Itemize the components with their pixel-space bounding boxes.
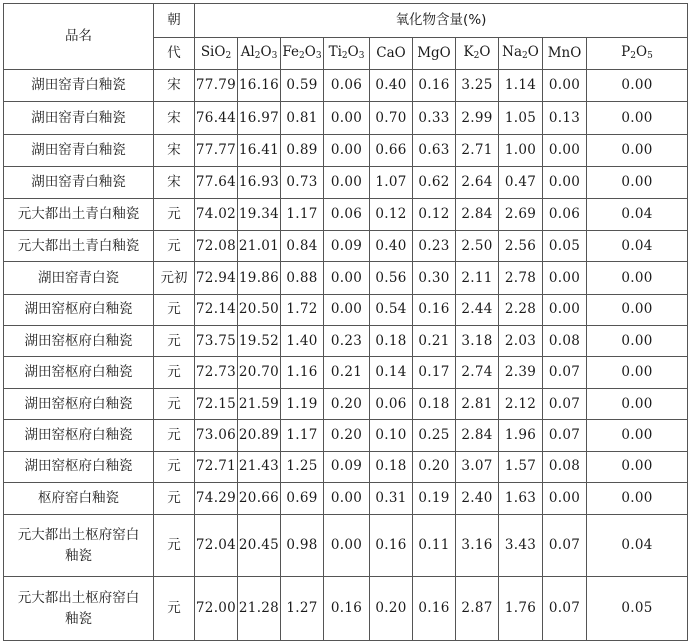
ti2o3-value-cell: 0.06: [324, 70, 370, 102]
sio2-value-cell: 72.15: [195, 388, 238, 419]
dynasty-cell: 元: [154, 420, 195, 451]
mgo-value-cell: 0.18: [413, 388, 456, 419]
cao-value-cell: 0.18: [370, 451, 413, 482]
header-name: 品名: [4, 4, 154, 70]
dynasty-cell: 元: [154, 326, 195, 357]
oxide-composition-table: [3, 3, 688, 641]
mno-value-cell: 0.07: [543, 420, 587, 451]
header-al2o3: $Al_2O_3$: [238, 38, 281, 70]
al2o3-value-cell: 20.45: [238, 515, 281, 577]
ti2o3-value-cell: 0.00: [324, 102, 370, 134]
product-name-cell: 湖田窑枢府白釉瓷: [4, 326, 154, 357]
table-row: [4, 167, 688, 198]
dynasty-cell: 元初: [154, 262, 195, 294]
al2o3-value-cell: 20.70: [238, 357, 281, 388]
mgo-value-cell: 0.30: [413, 262, 456, 294]
sio2-value-cell: 72.04: [195, 515, 238, 577]
cao-value-cell: 0.40: [370, 70, 413, 102]
header-mno: MnO: [543, 38, 587, 70]
product-name-cell: 元大都出土青白釉瓷: [4, 198, 154, 230]
header-na2o: $Na_2O$: [499, 38, 543, 70]
product-name-cell: 湖田窑枢府白釉瓷: [4, 451, 154, 482]
mgo-value-cell: 0.16: [413, 577, 456, 641]
mno-value-cell: 0.13: [543, 102, 587, 134]
na2o-value-cell: 3.43: [499, 515, 543, 577]
cao-value-cell: 0.40: [370, 230, 413, 261]
mno-value-cell: 0.06: [543, 198, 587, 230]
na2o-value-cell: 2.03: [499, 326, 543, 357]
k2o-value-cell: 2.84: [456, 420, 499, 451]
product-name-cell: 湖田窑枢府白釉瓷: [4, 294, 154, 325]
p2o5-value-cell: 0.04: [587, 230, 688, 261]
cao-value-cell: 0.20: [370, 577, 413, 641]
cao-value-cell: 0.31: [370, 482, 413, 514]
fe2o3-value-cell: 0.69: [281, 482, 324, 514]
dynasty-cell: 宋: [154, 167, 195, 198]
na2o-value-cell: 1.05: [499, 102, 543, 134]
ti2o3-value-cell: 0.21: [324, 357, 370, 388]
header-sio2: SiO$_2$: [195, 38, 238, 70]
mno-value-cell: 0.00: [543, 482, 587, 514]
table-row: [4, 230, 688, 261]
fe2o3-value-cell: 1.17: [281, 420, 324, 451]
ti2o3-value-cell: 0.00: [324, 482, 370, 514]
mno-value-cell: 0.00: [543, 134, 587, 166]
p2o5-value-cell: 0.05: [587, 577, 688, 641]
ti2o3-value-cell: 0.20: [324, 420, 370, 451]
cao-value-cell: 0.18: [370, 326, 413, 357]
fe2o3-value-cell: 1.25: [281, 451, 324, 482]
fe2o3-value-cell: 1.72: [281, 294, 324, 325]
al2o3-value-cell: 16.93: [238, 167, 281, 198]
mgo-value-cell: 0.16: [413, 294, 456, 325]
na2o-value-cell: 2.28: [499, 294, 543, 325]
mno-value-cell: 0.00: [543, 167, 587, 198]
p2o5-value-cell: 0.00: [587, 134, 688, 166]
cao-value-cell: 0.06: [370, 388, 413, 419]
header-p2o5: $P_2O_5$: [587, 38, 688, 70]
al2o3-value-cell: 20.66: [238, 482, 281, 514]
header-oxide-group: 氧化物含量(%): [195, 4, 688, 38]
na2o-value-cell: 2.56: [499, 230, 543, 261]
sio2-value-cell: 73.75: [195, 326, 238, 357]
table-row: [4, 420, 688, 451]
table-row: [4, 134, 688, 166]
dynasty-cell: 宋: [154, 134, 195, 166]
product-name-cell: 湖田窑青白瓷: [4, 262, 154, 294]
table-row: [4, 262, 688, 294]
k2o-value-cell: 3.16: [456, 515, 499, 577]
dynasty-cell: 元: [154, 198, 195, 230]
k2o-value-cell: 3.07: [456, 451, 499, 482]
k2o-value-cell: 2.71: [456, 134, 499, 166]
sio2-value-cell: 72.71: [195, 451, 238, 482]
sio2-value-cell: 77.79: [195, 70, 238, 102]
product-name-cell: 湖田窑枢府白釉瓷: [4, 357, 154, 388]
p2o5-value-cell: 0.00: [587, 482, 688, 514]
ti2o3-value-cell: 0.00: [324, 262, 370, 294]
sio2-value-cell: 72.08: [195, 230, 238, 261]
table-row: [4, 451, 688, 482]
al2o3-value-cell: 16.41: [238, 134, 281, 166]
sio2-value-cell: 73.06: [195, 420, 238, 451]
sio2-value-cell: 72.14: [195, 294, 238, 325]
product-name-cell: 湖田窑枢府白釉瓷: [4, 420, 154, 451]
cao-value-cell: 0.16: [370, 515, 413, 577]
mgo-value-cell: 0.19: [413, 482, 456, 514]
al2o3-value-cell: 20.50: [238, 294, 281, 325]
cao-value-cell: 0.56: [370, 262, 413, 294]
na2o-value-cell: 1.63: [499, 482, 543, 514]
mno-value-cell: 0.05: [543, 230, 587, 261]
header-fe2o3: $Fe_2O_3$: [281, 38, 324, 70]
na2o-value-cell: 1.00: [499, 134, 543, 166]
k2o-value-cell: 2.11: [456, 262, 499, 294]
fe2o3-value-cell: 1.40: [281, 326, 324, 357]
header-dynasty-top: 朝: [154, 4, 195, 38]
fe2o3-value-cell: 1.27: [281, 577, 324, 641]
ti2o3-value-cell: 0.00: [324, 134, 370, 166]
ti2o3-value-cell: 0.09: [324, 230, 370, 261]
k2o-value-cell: 2.50: [456, 230, 499, 261]
p2o5-value-cell: 0.00: [587, 167, 688, 198]
table-row: [4, 198, 688, 230]
mgo-value-cell: 0.16: [413, 70, 456, 102]
na2o-value-cell: 2.78: [499, 262, 543, 294]
p2o5-value-cell: 0.00: [587, 357, 688, 388]
header-mgo: MgO: [413, 38, 456, 70]
ti2o3-value-cell: 0.16: [324, 577, 370, 641]
mno-value-cell: 0.00: [543, 262, 587, 294]
p2o5-value-cell: 0.00: [587, 262, 688, 294]
k2o-value-cell: 2.74: [456, 357, 499, 388]
ti2o3-value-cell: 0.00: [324, 294, 370, 325]
product-name-cell: 湖田窑青白釉瓷: [4, 167, 154, 198]
al2o3-value-cell: 16.97: [238, 102, 281, 134]
cao-value-cell: 0.10: [370, 420, 413, 451]
mgo-value-cell: 0.33: [413, 102, 456, 134]
mgo-value-cell: 0.17: [413, 357, 456, 388]
cao-value-cell: 0.70: [370, 102, 413, 134]
k2o-value-cell: 2.40: [456, 482, 499, 514]
fe2o3-value-cell: 1.16: [281, 357, 324, 388]
na2o-value-cell: 0.47: [499, 167, 543, 198]
product-name-cell: 湖田窑青白釉瓷: [4, 102, 154, 134]
mno-value-cell: 0.07: [543, 357, 587, 388]
dynasty-cell: 元: [154, 388, 195, 419]
na2o-value-cell: 2.39: [499, 357, 543, 388]
dynasty-cell: 元: [154, 357, 195, 388]
table-row: [4, 70, 688, 102]
header-k2o: $K_2O$: [456, 38, 499, 70]
ti2o3-value-cell: 0.23: [324, 326, 370, 357]
mgo-value-cell: 0.11: [413, 515, 456, 577]
p2o5-value-cell: 0.00: [587, 420, 688, 451]
dynasty-cell: 宋: [154, 70, 195, 102]
sio2-value-cell: 74.29: [195, 482, 238, 514]
table-row: [4, 515, 688, 577]
p2o5-value-cell: 0.00: [587, 388, 688, 419]
product-name-cell: 湖田窑枢府白釉瓷: [4, 388, 154, 419]
mgo-value-cell: 0.21: [413, 326, 456, 357]
k2o-value-cell: 2.64: [456, 167, 499, 198]
mno-value-cell: 0.08: [543, 326, 587, 357]
product-name-cell: 元大都出土枢府窑白釉瓷: [4, 577, 154, 641]
table-row: [4, 357, 688, 388]
fe2o3-value-cell: 0.89: [281, 134, 324, 166]
table-row: [4, 482, 688, 514]
fe2o3-value-cell: 0.84: [281, 230, 324, 261]
dynasty-cell: 元: [154, 230, 195, 261]
ti2o3-value-cell: 0.09: [324, 451, 370, 482]
table-row: [4, 326, 688, 357]
ti2o3-value-cell: 0.00: [324, 515, 370, 577]
p2o5-value-cell: 0.00: [587, 102, 688, 134]
al2o3-value-cell: 20.89: [238, 420, 281, 451]
p2o5-value-cell: 0.00: [587, 70, 688, 102]
table-row: [4, 294, 688, 325]
al2o3-value-cell: 19.34: [238, 198, 281, 230]
fe2o3-value-cell: 0.81: [281, 102, 324, 134]
al2o3-value-cell: 21.28: [238, 577, 281, 641]
dynasty-cell: 宋: [154, 102, 195, 134]
dynasty-cell: 元: [154, 451, 195, 482]
fe2o3-value-cell: 0.98: [281, 515, 324, 577]
ti2o3-value-cell: 0.00: [324, 167, 370, 198]
al2o3-value-cell: 16.16: [238, 70, 281, 102]
al2o3-value-cell: 21.43: [238, 451, 281, 482]
fe2o3-value-cell: 1.19: [281, 388, 324, 419]
header-dynasty-bottom: 代: [154, 38, 195, 70]
fe2o3-value-cell: 0.59: [281, 70, 324, 102]
mno-value-cell: 0.07: [543, 515, 587, 577]
fe2o3-value-cell: 0.73: [281, 167, 324, 198]
cao-value-cell: 1.07: [370, 167, 413, 198]
k2o-value-cell: 3.25: [456, 70, 499, 102]
al2o3-value-cell: 19.52: [238, 326, 281, 357]
mno-value-cell: 0.00: [543, 294, 587, 325]
na2o-value-cell: 1.57: [499, 451, 543, 482]
sio2-value-cell: 72.94: [195, 262, 238, 294]
product-name-cell: 湖田窑青白釉瓷: [4, 134, 154, 166]
sio2-value-cell: 72.73: [195, 357, 238, 388]
k2o-value-cell: 2.87: [456, 577, 499, 641]
al2o3-value-cell: 19.86: [238, 262, 281, 294]
table-row: [4, 577, 688, 641]
na2o-value-cell: 2.69: [499, 198, 543, 230]
mno-value-cell: 0.07: [543, 577, 587, 641]
mgo-value-cell: 0.12: [413, 198, 456, 230]
cao-value-cell: 0.12: [370, 198, 413, 230]
product-name-cell: 元大都出土枢府窑白釉瓷: [4, 515, 154, 577]
sio2-value-cell: 76.44: [195, 102, 238, 134]
cao-value-cell: 0.54: [370, 294, 413, 325]
p2o5-value-cell: 0.00: [587, 451, 688, 482]
product-name-cell: 枢府窑白釉瓷: [4, 482, 154, 514]
header-ti2o3: $Ti_2O_3$: [324, 38, 370, 70]
na2o-value-cell: 1.76: [499, 577, 543, 641]
p2o5-value-cell: 0.04: [587, 198, 688, 230]
al2o3-value-cell: 21.59: [238, 388, 281, 419]
mgo-value-cell: 0.62: [413, 167, 456, 198]
header-cao: CaO: [370, 38, 413, 70]
p2o5-value-cell: 0.04: [587, 515, 688, 577]
fe2o3-value-cell: 0.88: [281, 262, 324, 294]
mno-value-cell: 0.08: [543, 451, 587, 482]
mgo-value-cell: 0.20: [413, 451, 456, 482]
fe2o3-value-cell: 1.17: [281, 198, 324, 230]
mgo-value-cell: 0.23: [413, 230, 456, 261]
table-row: [4, 388, 688, 419]
p2o5-value-cell: 0.00: [587, 326, 688, 357]
p2o5-value-cell: 0.00: [587, 294, 688, 325]
mgo-value-cell: 0.25: [413, 420, 456, 451]
dynasty-cell: 元: [154, 515, 195, 577]
sio2-value-cell: 74.02: [195, 198, 238, 230]
sio2-value-cell: 77.64: [195, 167, 238, 198]
na2o-value-cell: 2.12: [499, 388, 543, 419]
cao-value-cell: 0.66: [370, 134, 413, 166]
sio2-value-cell: 77.77: [195, 134, 238, 166]
ti2o3-value-cell: 0.20: [324, 388, 370, 419]
k2o-value-cell: 2.44: [456, 294, 499, 325]
dynasty-cell: 元: [154, 577, 195, 641]
dynasty-cell: 元: [154, 294, 195, 325]
k2o-value-cell: 2.84: [456, 198, 499, 230]
al2o3-value-cell: 21.01: [238, 230, 281, 261]
k2o-value-cell: 2.81: [456, 388, 499, 419]
product-name-cell: 湖田窑青白釉瓷: [4, 70, 154, 102]
product-name-cell: 元大都出土青白釉瓷: [4, 230, 154, 261]
k2o-value-cell: 3.18: [456, 326, 499, 357]
cao-value-cell: 0.14: [370, 357, 413, 388]
table-row: [4, 102, 688, 134]
mno-value-cell: 0.07: [543, 388, 587, 419]
na2o-value-cell: 1.14: [499, 70, 543, 102]
ti2o3-value-cell: 0.06: [324, 198, 370, 230]
na2o-value-cell: 1.96: [499, 420, 543, 451]
dynasty-cell: 元: [154, 482, 195, 514]
mgo-value-cell: 0.63: [413, 134, 456, 166]
k2o-value-cell: 2.99: [456, 102, 499, 134]
table-body: [4, 70, 688, 641]
sio2-value-cell: 72.00: [195, 577, 238, 641]
mno-value-cell: 0.00: [543, 70, 587, 102]
